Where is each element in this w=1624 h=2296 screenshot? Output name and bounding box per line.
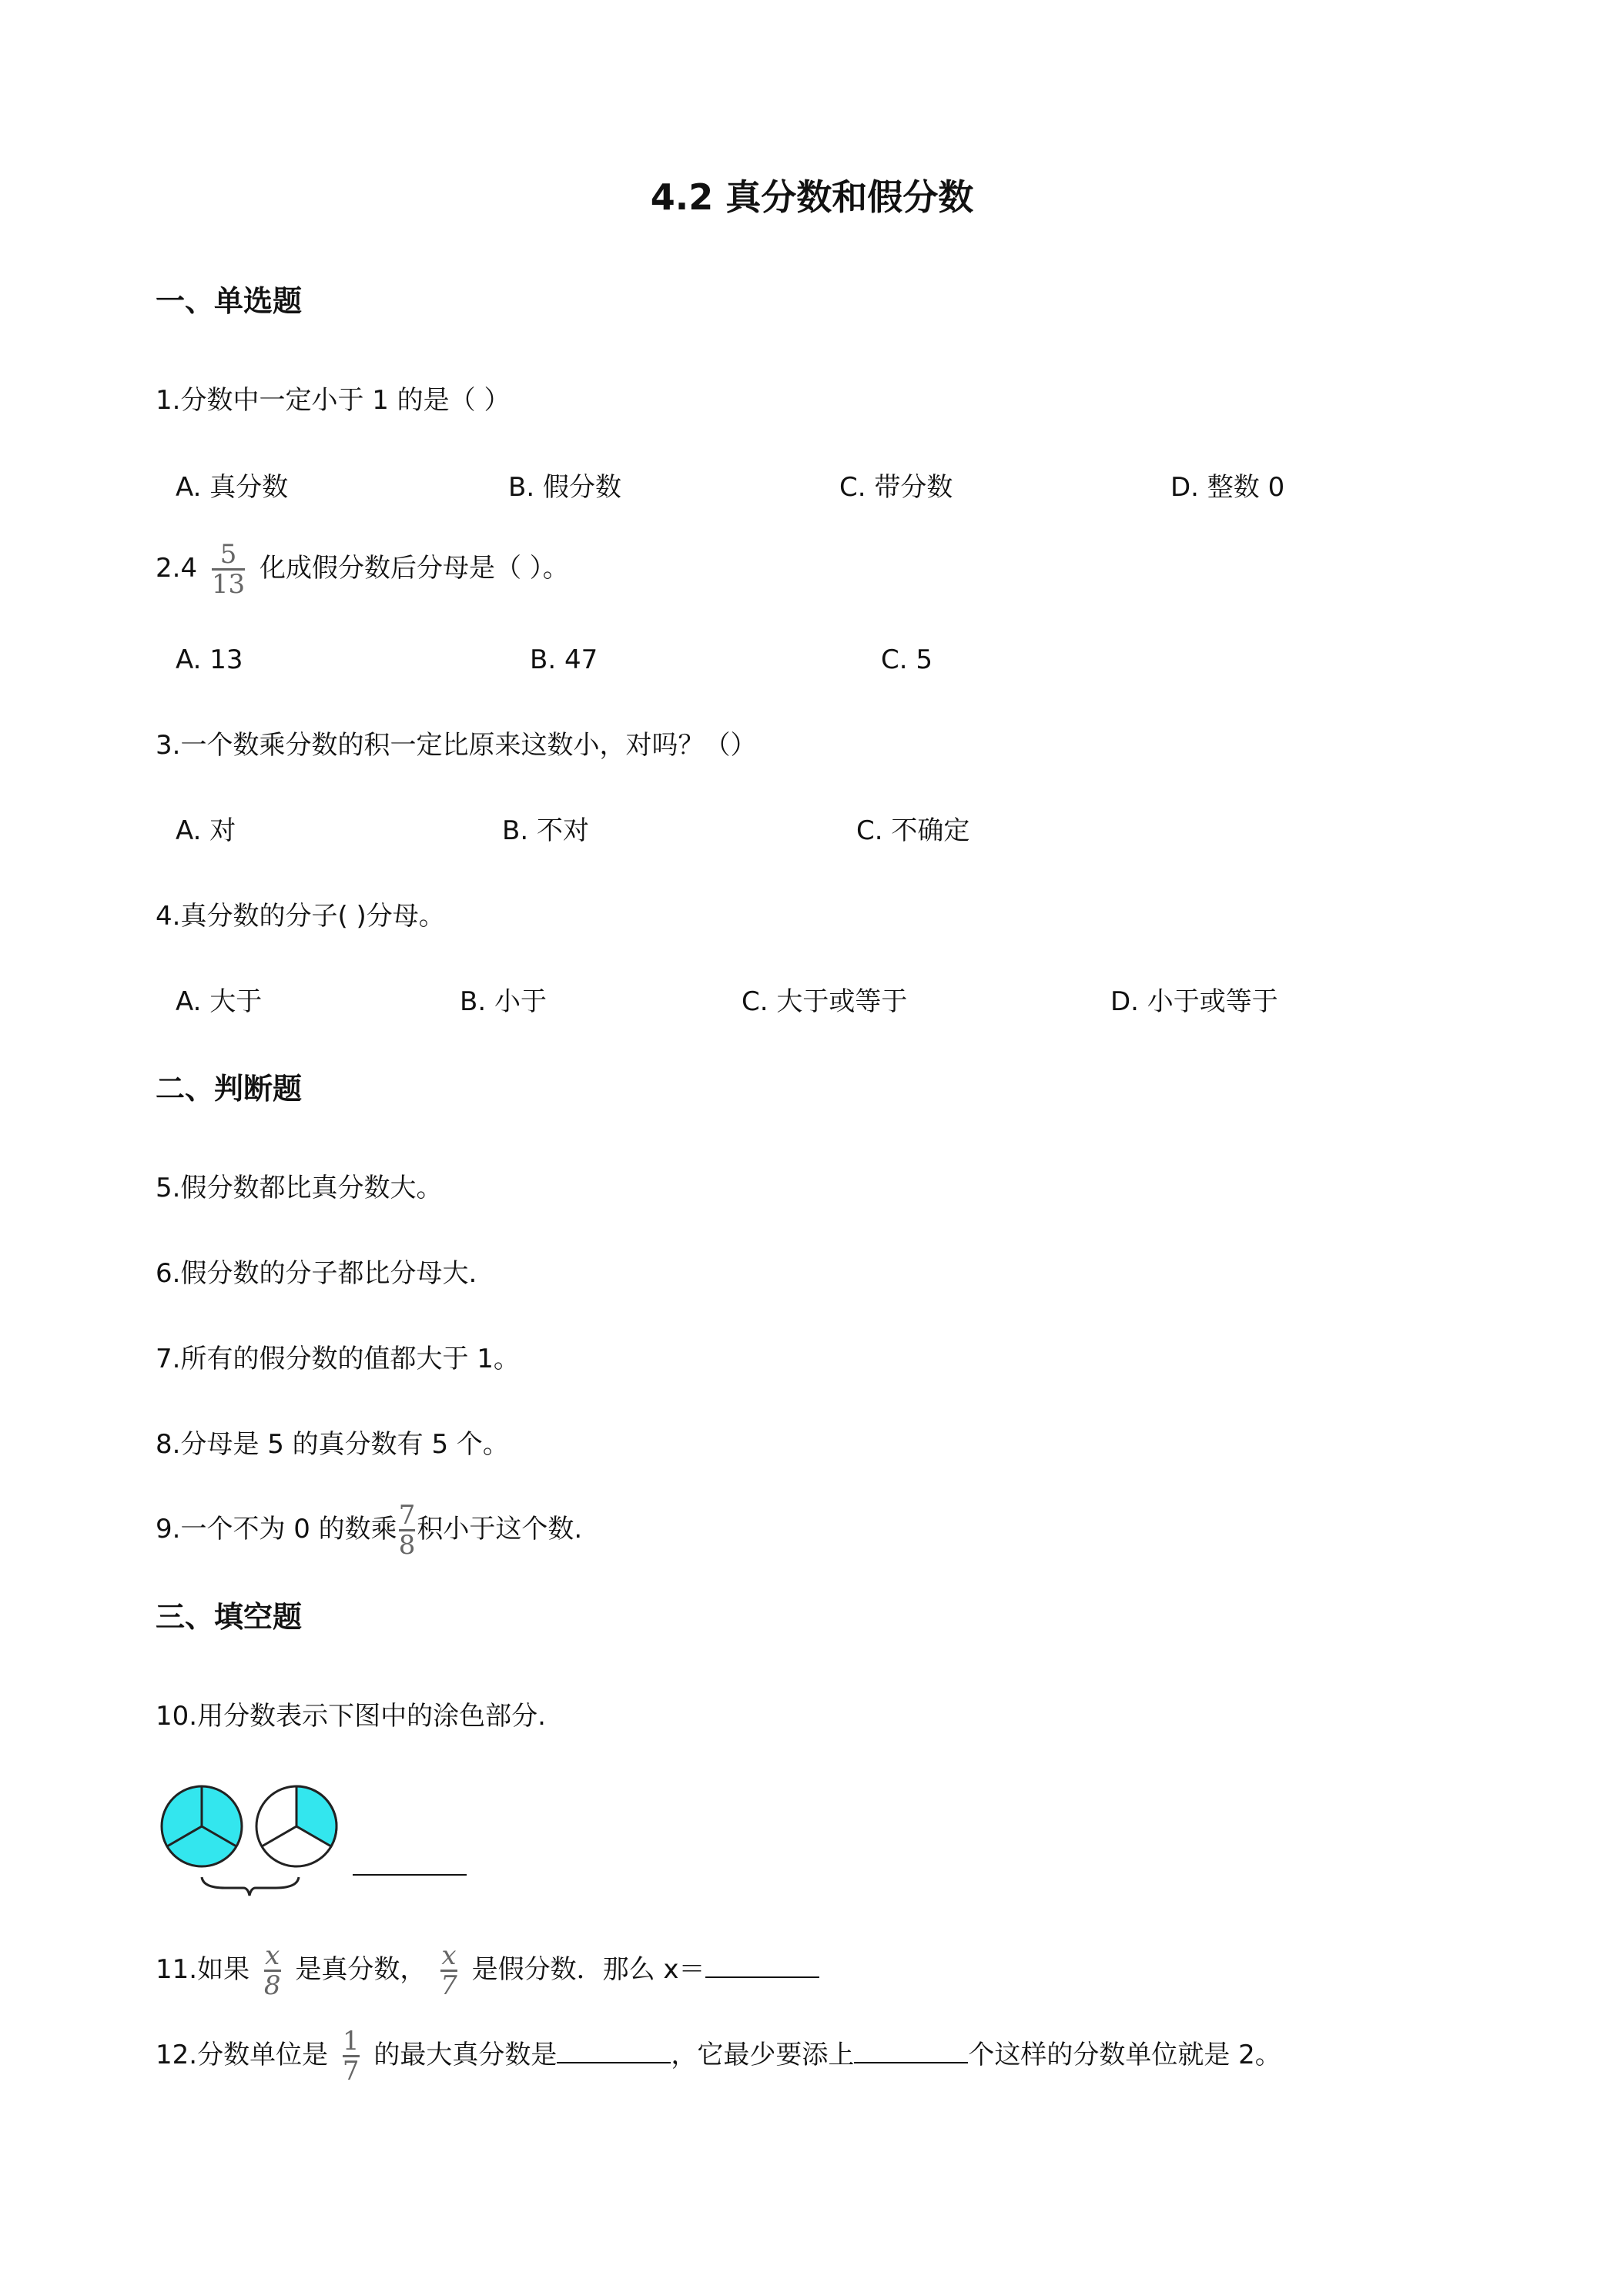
q12-fraction: [343, 2027, 360, 2085]
question-12: [156, 2027, 1281, 2085]
section-heading-single-choice: 一、单选题: [156, 284, 303, 318]
question-9: [156, 1501, 582, 1559]
q4-option-b: B. 小于: [460, 986, 547, 1017]
page-title: 4.2 真分数和假分数: [650, 176, 974, 218]
q10-answer-blank[interactable]: [353, 1851, 467, 1876]
q12-middle-1: 的最大真分数是: [373, 2040, 558, 2070]
question-10: 10.用分数表示下图中的涂色部分.: [156, 1701, 546, 1732]
question-8: 8.分母是 5 的真分数有 5 个。: [156, 1429, 509, 1460]
q2-option-b: B. 47: [530, 644, 598, 675]
q2-suffix: 化成假分数后分母是（ ）。: [259, 553, 569, 584]
q11-prefix: 11.如果: [156, 1954, 250, 1985]
q9-suffix: 积小于这个数.: [417, 1514, 583, 1545]
question-11: [156, 1942, 819, 2000]
q9-fraction-denominator: 8: [398, 1530, 416, 1561]
q12-fraction-denominator: 7: [342, 2056, 360, 2087]
q10-brace: [202, 1877, 299, 1896]
q10-fraction-circles-figure: [154, 1779, 354, 1902]
q10-circle-2: [256, 1786, 337, 1866]
q12-suffix: 个这样的分数单位就是 2。: [968, 2040, 1281, 2070]
q2-prefix: 2.4: [156, 553, 198, 584]
q2-option-c: C. 5: [881, 644, 933, 675]
q9-fraction-numerator: 7: [398, 1500, 416, 1531]
question-7: 7.所有的假分数的值都大于 1。: [156, 1344, 520, 1374]
q12-prefix: 12.分数单位是: [156, 2040, 329, 2070]
q3-option-c: C. 不确定: [856, 815, 970, 846]
question-5: 5.假分数都比真分数大。: [156, 1173, 443, 1203]
q11-fraction-2-numerator: x: [441, 1940, 457, 1971]
q9-fraction: [399, 1501, 416, 1559]
question-1: 1.分数中一定小于 1 的是（ ）: [156, 385, 511, 416]
q12-answer-blank-2[interactable]: [854, 2039, 968, 2063]
q11-fraction-2-denominator: 7: [440, 1970, 457, 2001]
q9-prefix: 9.一个不为 0 的数乘: [156, 1514, 397, 1545]
question-2: [156, 541, 569, 598]
q12-fraction-numerator: 1: [342, 2026, 360, 2057]
q11-fraction-2: [440, 1942, 457, 2000]
q11-fraction-1-denominator: 8: [263, 1970, 281, 2001]
question-3: 3.一个数乘分数的积一定比原来这数小，对吗？（）: [156, 730, 757, 761]
q3-option-b: B. 不对: [502, 815, 589, 846]
q12-answer-blank-1[interactable]: [557, 2039, 671, 2063]
q2-option-a: A. 13: [176, 644, 243, 675]
q4-option-c: C. 大于或等于: [742, 986, 908, 1017]
question-6: 6.假分数的分子都比分母大.: [156, 1258, 477, 1289]
q2-fraction-denominator: 13: [211, 569, 246, 600]
q12-middle-2: ，它最少要添上: [671, 2040, 855, 2070]
q1-option-b: B. 假分数: [508, 472, 621, 503]
q1-option-c: C. 带分数: [839, 472, 953, 503]
q1-option-a: A. 真分数: [176, 472, 289, 503]
q10-circle-1: [162, 1786, 242, 1866]
q1-option-d: D. 整数 0: [1170, 472, 1285, 503]
q11-answer-blank[interactable]: [705, 1953, 819, 1978]
q11-suffix: 是假分数．那么 x＝: [471, 1954, 705, 1985]
section-heading-fill-blank: 三、填空题: [156, 1600, 303, 1634]
q2-fraction: [212, 541, 245, 598]
q3-option-a: A. 对: [176, 815, 236, 846]
question-4: 4.真分数的分子( )分母。: [156, 901, 445, 932]
q11-fraction-1-numerator: x: [265, 1940, 280, 1971]
q4-option-a: A. 大于: [176, 986, 263, 1017]
q4-option-d: D. 小于或等于: [1110, 986, 1278, 1017]
q11-middle: 是真分数，: [295, 1954, 427, 1985]
q11-fraction-1: [264, 1942, 281, 2000]
section-heading-true-false: 二、判断题: [156, 1072, 303, 1106]
q2-fraction-numerator: 5: [219, 539, 237, 570]
